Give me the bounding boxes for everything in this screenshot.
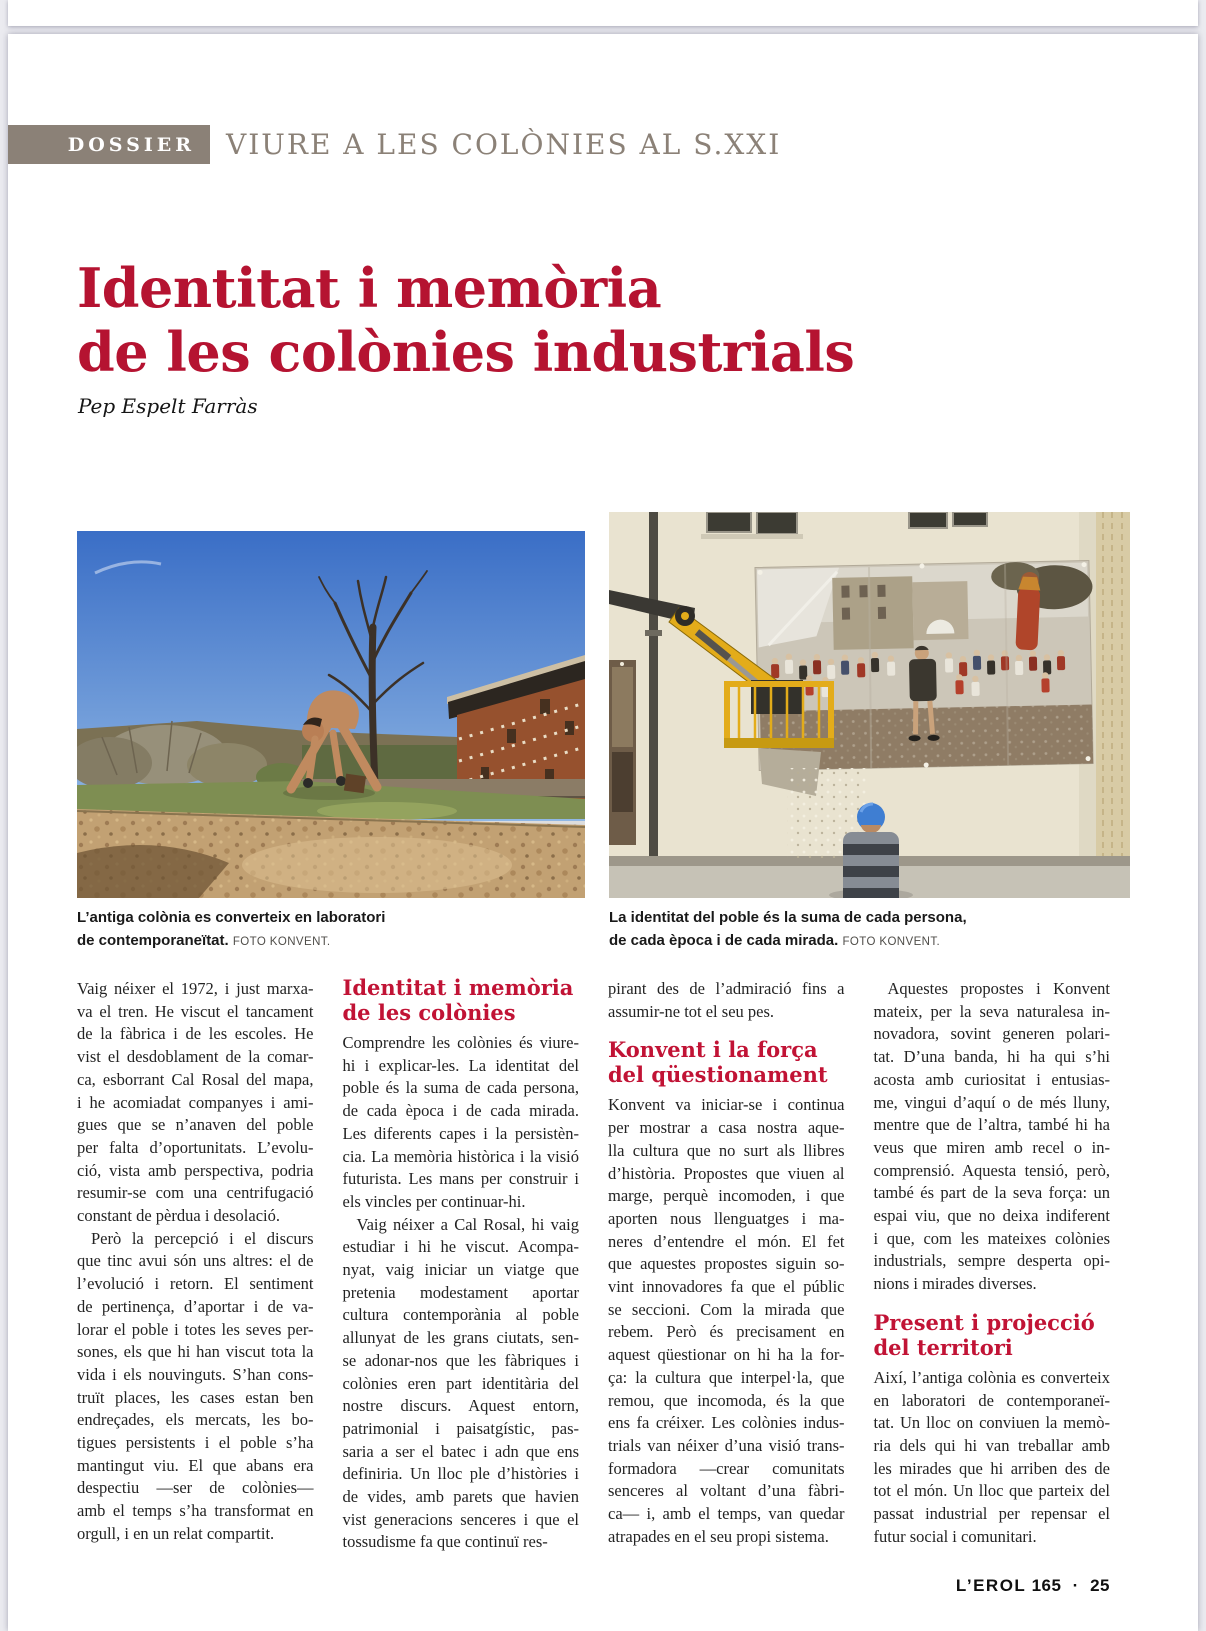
caption-line: de cada època i de cada mirada. FOTO KONVENT. [609,932,941,949]
body-line: marge, perquè incomoden, i que [608,1186,845,1206]
body-line: estudiar i hi he viscut. Acompa- [342,1237,579,1257]
body-line: resumir-se com una centrifugació [77,1183,314,1203]
body-line: allunyat de les grans ciutats, sen- [342,1328,579,1348]
photo-credit: FOTO KONVENT. [842,936,941,948]
issue-number: 165 [1031,1576,1062,1595]
body-line: tot el món. Un lloc que parteix del [873,1481,1110,1501]
magazine-page [8,34,1198,1631]
body-line: per mostrar a casa nostra aque- [608,1118,845,1138]
pipe-bracket [645,630,662,636]
body-line: sones, els que hi han viscut tota la [77,1342,314,1362]
page-footer [956,1576,1110,1596]
body-line: Però la percepció i el discurs [91,1228,314,1248]
caption-line: L’antiga colònia es converteix en laboratori [77,909,386,926]
body-line: hi i explicar-les. La identitat del [342,1055,579,1075]
section-heading: Present i projecció del territori [873,1309,1095,1360]
body-columns [77,975,1110,1554]
body-line: cultura contemporània al poble [342,1305,579,1325]
body-line: veus que miren amb recel o in- [873,1137,1110,1157]
text-column [608,978,845,1554]
body-line: mantingut viu. El que abans era [77,1455,314,1475]
body-line: colònies eren part identitària del [342,1373,579,1393]
body-line: orgull, i en un relat compartit. [77,1523,275,1543]
body-paragraph [608,978,845,1023]
drain-pipe [649,512,658,864]
page-number: 25 [1090,1576,1110,1595]
body-line: nyat, vaig iniciar un viatge que [342,1260,579,1280]
body-line: vida i els nouvinguts. S’han cons- [77,1364,314,1384]
author-byline: Pep Espelt Farràs [78,394,258,418]
body-line: patrimonial i paisatgístic, pas- [342,1418,579,1438]
text-column [77,978,314,1554]
body-line: me, vingui d’aquí o de més lluny, [873,1092,1110,1112]
body-line: Així, l’antiga colònia es converteix [873,1367,1110,1387]
body-line: tat. Un lloc on conviuen la memò- [873,1413,1110,1433]
body-paragraph [874,978,1111,1296]
footer-separator: · [1072,1576,1079,1595]
body-line: mentre que de l’altra, també hi ha [873,1115,1110,1135]
magazine-name: L’EROL [955,1576,1027,1595]
planting-box [344,774,366,794]
body-paragraph [77,1228,314,1546]
field-photo-illustration [77,531,585,898]
caption-line: La identitat del poble és la suma de cada persona, [609,909,967,926]
body-line: rebem. Però és precisament en [608,1322,845,1342]
body-paragraph [77,978,314,1228]
body-line: de pertinença, d’aportar i de va- [77,1296,314,1316]
body-line: tigues persistents i el poble s’ha [77,1433,314,1453]
body-line: l’evolució i retorn. El sentiment [77,1274,314,1294]
photo-digging-field [77,531,585,898]
photo-caption [609,906,1109,954]
body-line: ens fa créixer. Les colònies indus- [608,1413,845,1433]
body-line: se adonar-nos que les fàbriques i [342,1350,579,1370]
body-line: atrapades en el seu propi sistema. [608,1526,829,1546]
body-line: vint innovadores fa que el públic [608,1277,845,1297]
work-glove [336,776,346,786]
body-paragraph [874,1367,1111,1549]
body-line: passat industrial per repensar el [873,1504,1110,1524]
body-line: se seccioni. Com la mirada que [608,1299,845,1319]
body-line: ció, vista amb perspectiva, podria [77,1160,314,1180]
body-line: aporten nous llenguatges i ma- [608,1208,845,1228]
body-paragraph [608,1094,845,1548]
body-line: acosta amb curiositat i entusias- [873,1069,1110,1089]
body-line: novadora, sovint generen polari- [873,1024,1110,1044]
body-line: senceres al voltant d’una fàbri- [608,1481,845,1501]
text-column [342,975,580,1554]
body-line: les mirades que hi arriben des de [873,1458,1110,1478]
body-line: que aquestes propostes siguin so- [608,1254,845,1274]
photo-caption [77,906,577,954]
body-line: espai viu, que no deixa indiferent [873,1206,1110,1226]
body-line: que tinc avui són uns altres: el de [77,1251,314,1271]
body-line: futurista. Les mans per construir i [342,1169,579,1189]
dossier-section-title: VIURE A LES COLÒNIES AL S.XXI [226,128,782,161]
article-title-line-1: Identitat i memòria [77,256,662,320]
body-line: gues que se n’anaven del poble [77,1115,314,1135]
body-paragraph [343,1214,580,1555]
body-line: en laboratori de contemporaneï- [873,1390,1110,1410]
body-line: saria a ser el batec i adn que ens [342,1441,579,1461]
body-line: futur social i comunitari. [873,1526,1037,1546]
body-line: Les diferents capes i la persistèn- [342,1123,579,1143]
body-line: per falta d’oportunitats. L’evolu- [77,1137,314,1157]
body-line: Comprendre les colònies és viure- [342,1033,579,1052]
body-line: constant de pèrdua i desolació. [77,1206,280,1226]
banner-photo-illustration [609,512,1130,898]
window-sill [701,534,803,539]
body-line: d’història. Propostes que viuen al [608,1163,845,1183]
body-line: poble és la suma de cada persona, [342,1078,579,1098]
dossier-kicker-bar [8,125,210,164]
article-title-line-2: de les colònies industrials [77,320,855,384]
body-line: també és part de la seva força: un [873,1183,1110,1203]
body-line: vist generacions senceres i que el [342,1509,579,1529]
body-line: i he acomiadat companyes i ami- [77,1092,314,1112]
dossier-label: DOSSIER [67,133,195,156]
work-glove [303,778,313,788]
body-line: tat. D’una banda, hi ha qui s’hi [873,1047,1110,1067]
previous-page-edge [8,0,1198,26]
body-line: ria dels qui hi van treballar amb [873,1435,1110,1455]
body-line: Konvent va iniciar-se i continua [608,1095,845,1115]
body-line: cia. La memòria històrica i la visió [342,1146,579,1166]
section-heading: Konvent i la força del qüestionament [608,1037,828,1088]
body-line: de cada època i de cada mirada. [342,1101,579,1121]
small-side-banner [609,660,636,845]
body-line: pretenia modestament aportar [342,1282,579,1302]
body-line: Vaig néixer el 1972, i just marxa- [77,979,314,998]
body-line: amb el temps s’ha transformat en [77,1501,314,1521]
body-line: va el tren. He viscut el tancament [77,1001,314,1021]
body-line: vist el desdoblament de la comar- [77,1047,314,1067]
body-line: mateix, per la seva naturalesa in- [873,1001,1110,1021]
body-line: definiria. Un lloc ple d’històries i [342,1464,579,1484]
body-line: de vides, amb parets que havien [342,1487,579,1507]
body-line: Aquestes propostes i Konvent [887,979,1110,998]
body-line: ca— i, amb el temps, van quedar [608,1504,845,1524]
photo-credit: FOTO KONVENT. [232,936,331,948]
textured-wall-column [1096,512,1130,898]
body-line: ca, esborrant Cal Rosal del mapa, [77,1069,314,1089]
body-line: lorar el poble i totes les seves per- [77,1319,314,1339]
body-line: lla cultura que no surt als llibres [608,1140,845,1160]
body-line: truït places, les cases estan ben [77,1387,314,1407]
dirt-field [77,809,585,898]
body-line: ça: la cultura que interpel·la, que [608,1367,845,1387]
body-line: assumir-ne tot el seu pes. [608,1001,775,1021]
body-line: nostre discurs. Aquest entorn, [342,1396,579,1416]
body-line: despectiu —ser de colònies— [77,1478,314,1498]
body-line: comprensió. Aquesta tensió, però, [873,1160,1110,1180]
body-line: trials van néixer d’una visió trans- [608,1435,845,1455]
body-line: de la fàbrica i de les escoles. He [77,1024,314,1044]
body-line: pirant des de l’admiració fins a [608,979,845,998]
body-line: Vaig néixer a Cal Rosal, hi vaig [356,1214,579,1234]
body-line: neres d’entendre el món. El fet [608,1231,845,1251]
photo-banner-installation [609,512,1130,898]
text-column [874,978,1111,1554]
body-line: endreçades, els mercats, les bo- [77,1410,314,1430]
article-title [77,256,1077,384]
body-line: remou, que incomoda, és la que [608,1390,845,1410]
body-line: aquest qüestionar on hi ha la for- [608,1345,845,1365]
body-line: els vincles per continuar-hi. [342,1191,526,1211]
body-line: tossudisme fa que continuï res- [342,1532,548,1552]
section-heading: Identitat i memòria de les colònies [342,975,574,1025]
body-line: formadora —crear comunitats [608,1458,845,1478]
body-paragraph [343,1032,580,1214]
caption-line: de contemporaneïtat. FOTO KONVENT. [77,932,331,949]
body-line: nions i mirades diverses. [873,1274,1037,1294]
body-line: i que, com les mateixes colònies [873,1228,1110,1248]
body-line: industrials, sempre desperta opi- [873,1251,1110,1271]
